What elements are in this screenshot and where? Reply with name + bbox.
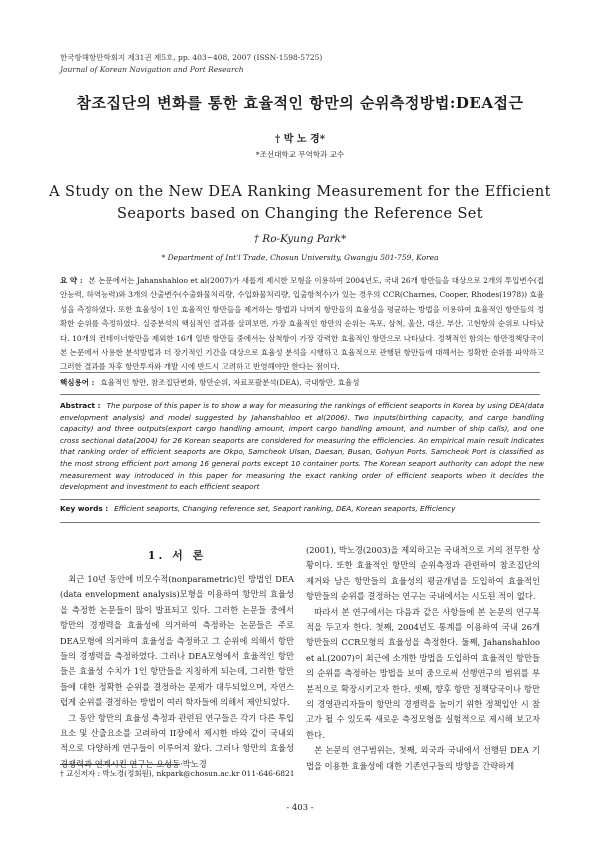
body-paragraph: 최근 10년 동안에 비모수적(nonparametric)인 방법인 DEA (data envelopment analysis)모형을 이용하여 항만의 효율성을 측정한 논문들이 많이 발표되고 있다. 그러한 논문들 중에서 항만의 경쟁력을 효율성에 의거하여 측정하는 논문들은 주로 DEA모형에 의거하여 효율성을 측정하고 그 순위에 의해서 항만들의 경쟁력을 측정하였다. 그러나 DEA모형에서 효율적인 항만들은 효율성 수치가 1인 항만들을 지칭하게 되는데, 그러한 항만들에 대한 정확한 순위를 결정하는 문제가 대두되었으며, 자연스럽게 순위를 결정하는 방법이 여러 학자들에 의해서 제안되었다. xyxy=(60,574,294,708)
divider xyxy=(60,372,540,373)
keywords-ko-text: 효율적인 항만, 참조집단변화, 항만순위, 자료포괄분석(DEA), 국내항만, 효율성 xyxy=(100,378,360,387)
summary-label: 요 약 : xyxy=(60,276,83,285)
journal-header-en: Journal of Korean Navigation and Port Research xyxy=(60,65,244,74)
korean-affiliation: *조선대학교 무역학과 교수 xyxy=(255,150,345,159)
abstract-text: The purpose of this paper is to show a way for measuring the rankings of efficient seaports in Korea by using DEA(data envelopment analysis) and model suggested by Jahanshahloo et al(2006). Two inputs(birthing capacity, and cargo handling capacity) and three outputs(export cargo handling amount, import cargo handling amount, and number of ship calls), and one cross sectional data(2004) for 26 Korean seaports are considered for measuring the efficiencies. An empirical main result indicates that ranking order of efficient seaports are Okpo, Samcheok Ulsan, Daesan, Busan, Gohyun Ports. Samcheok Port is classified as the most strong efficient port among 16 general ports except 10 container ports. The Korean seaport authority can adopt the new measurement way introduced in this paper for measuring the exact ranking order of efficient seaports when it decides the development and investment to each efficient seaport xyxy=(60,401,544,492)
divider xyxy=(60,522,540,523)
section-title: 1. 서 론 xyxy=(147,549,207,562)
keywords-ko-label: 핵심용어 : xyxy=(60,378,95,387)
keywords-en-text: Efficient seaports, Changing reference set, Seaport ranking, DEA, Korean seaports, Efficiency xyxy=(114,504,456,513)
divider xyxy=(60,499,540,500)
summary-text: 본 논문에서는 Jahanshahloo et al(2007)가 새롭게 제시한 모형을 이용하여 2004년도, 국내 26개 항만들을 대상으로 2개의 투입변수(접안능력, 하역능력)와 3개의 산출변수(수출화물처리량, 수입화물처리량, 입출항척수)가 있는 경우의 CCR(Charnes, Cooper, Rhodes(1978)) 효율성을 측정하였다. 또한 효율성이 1인 효율적인 항만들을 제거하는 방법과 나머지 항만들의 효율성을 평균하는 방법을 이용하여 효율적인 항만들의 정확한 순위를 측정하였다. 실증분석의 핵심적인 결과를 살펴보면, 가장 효율적인 항만의 순위는 옥포, 삼척, 울산, 대산, 부산, 고현항의 순위로 나타났다. 10개의 컨테이너항만을 제외한 16개 일반 항만들 중에서는 삼척항이 가장 강력한 효율적인 항만으로 나타났다. 정책적인 함의는 항만정책당국이 본 논문에서 사용한 분석방법과 더 장기적인 기간을 대상으로 효율성 분석을 시행하고 효율적으로 관행된 항만들에 대해서는 정확한 순위를 파악하고 그러한 결과를 차후 항만투자와 개발 시에 반드시 고려하고 반영해야만 한다는 점이다. xyxy=(60,276,544,372)
journal-header-ko: 한국항해항만학회지 제31권 제5호, pp. 403~408, 2007 (ISSN-1598-5725) xyxy=(60,53,323,62)
body-paragraph: (2001), 박노경(2003)을 제외하고는 국내적으로 거의 전무한 상황이다. 또한 효율적인 항만의 순위측정과 관련하여 참조집단의 제거와 남은 항만들의 효율성의 평균개념을 도입하여 효율적인 항만들의 순위를 결정하는 연구는 국내에서는 시도된 적이 없다. xyxy=(306,545,540,602)
english-author: † Ro-Kyung Park* xyxy=(253,233,347,245)
body-paragraph: 본 논문의 연구범위는, 첫째, 외국과 국내에서 선행된 DEA 기법을 이용한 효율성에 대한 기존연구들의 방향을 간략하게 xyxy=(306,745,540,771)
page-number: - 403 - xyxy=(286,803,314,813)
english-keywords xyxy=(60,502,544,516)
divider xyxy=(60,394,540,395)
korean-title: 참조집단의 변화를 통한 효율적인 항만의 순위측정방법:DEA접근 xyxy=(76,94,524,112)
korean-author: † 박 노 경* xyxy=(275,134,325,145)
english-title-line-1: A Study on the New DEA Ranking Measurement for the Efficient xyxy=(49,184,551,200)
english-abstract xyxy=(60,400,544,493)
keywords-en-label: Key words : xyxy=(60,504,109,513)
right-column xyxy=(306,543,540,774)
korean-keywords xyxy=(60,376,544,390)
body-paragraph: 그 동안 항만의 효율성 측정과 관련된 연구들은 각기 다른 투입요소 및 산출요소를 고려하여 II장에서 제시한 바와 같이 국내외적으로 다양하게 연구들이 이루어져 왔다. 그러나 항만의 효율성 경쟁력과 연계시킨 연구는 오성동·박노경 xyxy=(60,712,294,769)
left-column xyxy=(60,572,294,772)
korean-summary xyxy=(60,274,544,375)
english-title-line-2: Seaports based on Changing the Reference Set xyxy=(117,206,483,222)
english-affiliation: * Department of Int'l Trade, Chosun University, Gwangju 501-759, Korea xyxy=(161,253,439,262)
abstract-label: Abstract : xyxy=(60,401,101,410)
footnote: † 교신저자 : 박노경(정회원), nkpark@chosun.ac.kr 011-646-6821 xyxy=(60,769,295,778)
footnote-divider xyxy=(60,764,180,765)
body-paragraph: 따라서 본 연구에서는 다음과 같은 사항들에 본 논문의 연구목적을 두고자 한다. 첫째, 2004년도 통계를 이용하여 국내 26개 항만들의 CCR모형의 효율성을 측정한다. 둘째, Jahanshahloo et al.(2007)이 최근에 소개한 방법을 도입하여 효율적인 항만들의 순위를 측정하는 방법을 보여 줌으로써 선행연구의 범위를 부분적으로 확장시키고자 한다. 셋째, 향후 항만 정책당국이나 항만의 경영관리자들이 항만의 경쟁력을 높이기 위한 정책입안 시 참고가 될 수 있도록 새로운 측정모형을 실험적으로 제시해 보고자 한다. xyxy=(306,606,540,740)
